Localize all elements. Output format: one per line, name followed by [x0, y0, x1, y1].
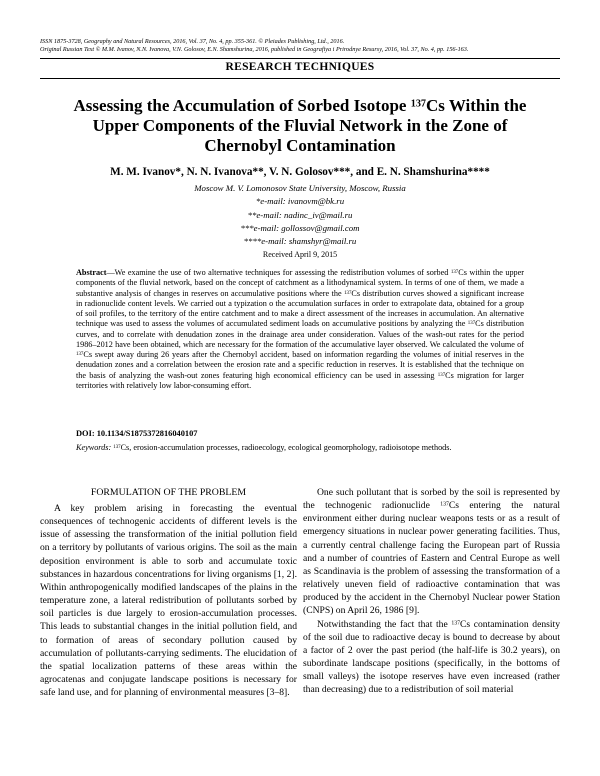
right-column	[303, 486, 560, 697]
author-email-3[interactable]: ***e-mail: gollossov@gmail.com	[240, 222, 360, 233]
affiliation: Moscow M. V. Lomonosov State University, Moscow, Russia	[194, 183, 406, 193]
author-email-4[interactable]: ****e-mail: shamshyr@mail.ru	[243, 236, 357, 247]
left-column	[40, 486, 297, 699]
right-p1-text-end: Cs entering the natural environment either during nuclear weapons tests or as a result of emergency situations in nuclear power generating facilities. Thus, a currently central challenge facing the European part of Russia and a number of countries of Eastern and Central Europe as well as Scandinavia is the problem of assessing the transformation of a relatively uneven field of radioactive contamination that was produced by the accident in the Chernobyl Nuclear power Station (CNPS) on April 26, 1986 [9].	[303, 500, 560, 617]
journal-citation-line: ISSN 1875-3728, Geography and Natural Resources, 2016, Vol. 37, No. 4, pp. 355-361. © Pleiades Publishing, Ltd., 2016.	[40, 38, 345, 45]
title-text-start: Assessing the Accumulation of Sorbed Isotope	[73, 96, 411, 115]
abstract-sup-2: 137	[344, 290, 352, 296]
abstract	[76, 268, 524, 391]
section-heading: FORMULATION OF THE PROBLEM	[90, 487, 247, 498]
right-p2-sup: 137	[451, 619, 460, 626]
abstract-text-6: Cs migration for larger territories with relatively low labor-consuming effort.	[76, 370, 524, 390]
header-rule-bottom	[40, 78, 560, 79]
original-text-line: Original Russian Text © M.M. Ivanov, N.N. Ivanova, V.N. Golosov, E.N. Shamshurina, 2016, published in Geografiya i Prirodnye Resursy, 2016, Vol. 37, No. 4, pp. 156-163.	[40, 46, 469, 53]
right-paragraph-1	[303, 486, 560, 618]
title-isotope-mass: 137	[410, 98, 426, 110]
keywords-label: Keywords:	[76, 443, 112, 452]
abstract-text-4: Cs distribution curves, and to correlate with denudation zones in the drainage area under consideration. Values of the wash-out rates for the period 1986–2012 have been obtained, which are necessary for the formation of the accumulative layer observed. We calculated the volume of	[76, 319, 524, 349]
keywords-sup: 137	[113, 444, 121, 450]
right-p2-text-end: Cs contamination density of the soil due to radioactive decay is bound to decrease by about a factor of 2 over the past period (the half-life is 30.2 years), on subordinate landscape positions (specifically, in the bottoms of small valleys) the isotope reserves have even increased (rather than decreasing) due to a redistribution of soil material	[303, 618, 560, 696]
journal-header	[40, 38, 570, 54]
abstract-sup-4: 137	[76, 351, 84, 357]
abstract-label: Abstract	[76, 268, 107, 277]
author-email-1[interactable]: *e-mail: ivanovm@bk.ru	[255, 196, 345, 207]
right-p1-text-start: One such pollutant that is sorbed by the soil is represented by the technogenic radionuclide	[303, 487, 560, 512]
keywords-text: Cs, erosion-accumulation processes, radioecology, ecological geomorphology, radioisotope methods.	[120, 443, 452, 452]
right-p1-sup: 137	[440, 501, 449, 508]
abstract-sup-1: 137	[450, 269, 459, 275]
keywords	[76, 443, 524, 454]
left-paragraph-1: A key problem arising in forecasting the eventual consequences of technogenic accidents of different levels is the issue of assessing the transformation of the initial pollution field on a territory by pollutants of various origins. The soil as the main deposition environment is able to sorb and accumulate toxic substances in hazardous concentrations for living organisms [1, 2]. Within anthropogenically modified landscapes of the plains in the temperature zone, a lateral redistribution of pollutants sorbed by soil particles is due largely to erosion-accumulation processes. This leads to substantial changes in the initial pollution field, and to formation of areas of secondary pollution caused by accumulation of pollutants-carrying sediments. The elucidation of the spatial localization patterns of these areas within the agrocatenas and conjugate landscape positions is necessary for safe land use, and for planning of environmental measures [3–8].	[40, 503, 297, 699]
doi-link[interactable]: DOI: 10.1134/S1875372816040107	[76, 429, 198, 438]
abstract-text-5: Cs swept away during 26 years after the Chernobyl accident, based on information regarding the volumes of initial reserves in the denudation zones and a correlation between the erosion rate and a specific reduction in reserves. It is established that the technique on the basis of analyzing the wash-out zones featuring high economical efficiency can be used in assessing	[76, 350, 524, 380]
abstract-sup-3: 137	[467, 321, 476, 327]
affiliation-block	[40, 182, 560, 248]
right-p2-text-start: Notwithstanding the fact that the	[317, 618, 452, 630]
right-paragraph-2	[303, 618, 560, 697]
received-date: Received April 9, 2015	[262, 250, 338, 259]
abstract-text-3: Cs distribution curves showed a significant increase in radionuclide content levels. We carried out a typization o the accumulation surfaces in order to extrapolate data, obtained for a group of soil profiles, to the territory of the entire catchment and to make a direct assessment of the increases in accumulation. An alternative technique was used to assess the volumes of accumulated sediment loads on accumulative positions by analyzing the	[76, 288, 524, 329]
author-list: M. M. Ivanov*, N. N. Ivanova**, V. N. Golosov***, and E. N. Shamshurina****	[110, 166, 490, 178]
section-title: RESEARCH TECHNIQUES	[225, 61, 375, 73]
abstract-text-2: Cs within the upper components of the fluvial network, based on the concept of catchment as a lithodynamical system. In terms of one of them, we made a substantive analysis of changes in reserves on accumulative positions where the	[76, 268, 524, 298]
title-text-end: Cs Within the Upper Components of the Fluvial Network in the Zone of Chernobyl Contamination	[92, 96, 527, 155]
author-email-2[interactable]: **e-mail: nadinc_iv@mail.ru	[247, 209, 353, 220]
article-title	[52, 96, 548, 156]
header-rule-top	[40, 58, 560, 59]
abstract-text-1: —We examine the use of two alternative techniques for assessing the redistribution volumes of sorbed	[106, 268, 451, 277]
abstract-sup-5: 137	[437, 372, 446, 378]
